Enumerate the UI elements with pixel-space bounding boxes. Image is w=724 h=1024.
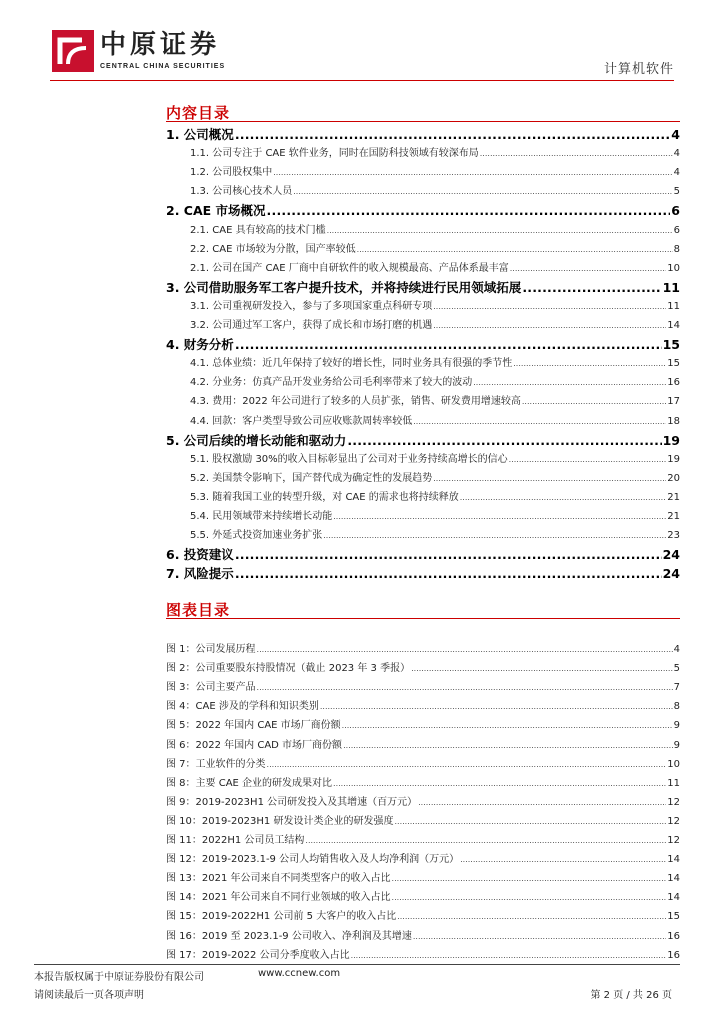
- entry-page-number: 14: [667, 320, 680, 331]
- entry-page-number: 4: [671, 127, 680, 142]
- toc-chapter-entry[interactable]: [166, 545, 680, 565]
- dot-leader: [257, 645, 673, 654]
- toc-chapter-entry[interactable]: [166, 564, 680, 584]
- entry-label: 1.3. 公司核心技术人员: [190, 186, 293, 198]
- industry-section-label: 计算机软件: [603, 62, 674, 77]
- entry-page-number: 9: [673, 720, 680, 732]
- figure-entry[interactable]: [166, 640, 680, 658]
- entry-label: 5.5. 外延式投资加速业务扩张: [190, 530, 323, 542]
- dot-leader: [522, 280, 661, 295]
- toc-section-entry[interactable]: [190, 240, 680, 258]
- entry-page-number: 14: [667, 873, 680, 885]
- dot-leader: [342, 721, 673, 730]
- entry-label: 图 3：公司主要产品: [166, 682, 256, 694]
- dot-leader: [397, 912, 666, 921]
- toc-chapter-entry[interactable]: [166, 278, 680, 298]
- entry-label: 图 7：工业软件的分类: [166, 758, 266, 770]
- entry-page-number: 16: [667, 377, 680, 389]
- figure-entry[interactable]: [166, 716, 680, 734]
- toc-section-entry[interactable]: [190, 488, 680, 506]
- entry-page-number: 23: [667, 530, 680, 542]
- dot-leader: [267, 760, 667, 769]
- entry-label: 图 6：2022 年国内 CAD 市场厂商份额: [166, 739, 343, 751]
- entry-label: 图 12：2019-2023.1-9 公司人均销售收入及人均净利润（万元）: [166, 854, 460, 866]
- entry-page-number: 14: [667, 854, 680, 866]
- entry-page-number: 14: [667, 892, 680, 904]
- dot-leader: [513, 359, 666, 368]
- figure-entry[interactable]: [166, 946, 680, 964]
- footer-disclaimer: 请阅读最后一页各项声明: [34, 990, 144, 1001]
- entry-label: 5.3. 随着我国工业的转型升级，对 CAE 的需求也将持续释放: [190, 491, 459, 503]
- entry-page-number: 24: [662, 566, 680, 582]
- dot-leader: [327, 226, 673, 235]
- toc-title-rule: [166, 121, 680, 122]
- toc-section-entry[interactable]: [190, 163, 680, 181]
- entry-page-number: 4: [673, 644, 680, 655]
- dot-leader: [235, 127, 670, 142]
- entry-page-number: 11: [662, 279, 680, 295]
- entry-label: 图 8：主要 CAE 企业的研发成果对比: [166, 777, 333, 789]
- dot-leader: [273, 168, 672, 177]
- toc-title: 内容目录: [166, 104, 231, 122]
- dot-leader: [347, 433, 661, 448]
- dot-leader: [433, 302, 666, 311]
- entry-page-number: 4: [673, 167, 680, 179]
- dot-leader: [460, 855, 666, 864]
- logo-company-name: 中原证券: [100, 30, 221, 60]
- entry-page-number: 8: [673, 243, 680, 255]
- dot-leader: [392, 893, 667, 902]
- entry-page-number: 19: [667, 453, 680, 465]
- entry-label: 5.2. 美国禁令影响下，国产替代成为确定性的发展趋势: [190, 472, 433, 484]
- entry-page-number: 19: [662, 432, 680, 448]
- footer-page-info: 第 2 页 / 共 26 页: [590, 990, 672, 1001]
- entry-page-number: 15: [667, 358, 680, 370]
- entry-label: 1.1. 公司专注于 CAE 软件业务，同时在国防科技领域有较深布局: [190, 148, 479, 160]
- figure-entry[interactable]: [166, 927, 680, 945]
- entry-label: 7. 风险提示: [166, 566, 234, 582]
- entry-page-number: 12: [667, 815, 680, 827]
- toc-chapter-entry[interactable]: [166, 201, 680, 221]
- dot-leader: [411, 664, 673, 673]
- figure-entry[interactable]: [166, 850, 680, 868]
- toc-section-entry[interactable]: [190, 316, 680, 334]
- figures-title-rule: [166, 618, 680, 619]
- figure-entry[interactable]: [166, 869, 680, 887]
- dot-leader: [473, 378, 666, 387]
- figure-entry[interactable]: [166, 697, 680, 715]
- entry-label: 图 15：2019-2022H1 公司前 5 大客户的收入占比: [166, 911, 397, 923]
- entry-label: 图 13：2021 年公司来自不同类型客户的收入占比: [166, 873, 391, 885]
- dot-leader: [305, 836, 666, 845]
- footer-divider: [34, 964, 680, 965]
- entry-label: 2.1. 公司在国产 CAE 厂商中自研软件的收入规模最高、产品体系最丰富: [190, 262, 509, 274]
- toc-section-entry[interactable]: [190, 526, 680, 544]
- entry-page-number: 6: [673, 224, 680, 236]
- entry-label: 图 1：公司发展历程: [166, 644, 256, 655]
- figure-entry[interactable]: [166, 659, 680, 677]
- entry-label: 4.4. 回款：客户类型导致公司应收账款周转率较低: [190, 415, 413, 427]
- logo-company-name-en: CENTRAL CHINA SECURITIES: [100, 63, 226, 70]
- toc-section-entry[interactable]: [190, 507, 680, 525]
- toc-section-entry[interactable]: [190, 221, 680, 239]
- entry-page-number: 16: [667, 949, 680, 961]
- toc-section-entry[interactable]: [190, 354, 680, 372]
- entry-label: 4.3. 费用：2022 年公司进行了较多的人员扩张，销售、研发费用增速较高: [190, 396, 521, 408]
- figure-entry[interactable]: [166, 831, 680, 849]
- dot-leader: [235, 566, 662, 581]
- entry-page-number: 18: [667, 415, 680, 427]
- entry-label: 1.2. 公司股权集中: [190, 167, 273, 179]
- entry-page-number: 11: [667, 777, 680, 789]
- entry-page-number: 17: [667, 396, 680, 408]
- dot-leader: [418, 798, 666, 807]
- figure-entry[interactable]: [166, 907, 680, 925]
- entry-label: 图 2：公司重要股东持股情况（截止 2023 年 3 季报）: [166, 663, 411, 675]
- entry-label: 图 5：2022 年国内 CAE 市场厂商份额: [166, 720, 341, 732]
- header-divider: [50, 80, 674, 81]
- toc-section-entry[interactable]: [190, 450, 680, 468]
- dot-leader: [509, 455, 667, 464]
- toc-section-entry[interactable]: [190, 182, 680, 200]
- entry-label: 2. CAE 市场概况: [166, 203, 266, 219]
- entry-page-number: 4: [673, 148, 680, 160]
- toc-section-entry[interactable]: [190, 469, 680, 487]
- entry-label: 1. 公司概况: [166, 127, 234, 142]
- dot-leader: [235, 337, 662, 352]
- entry-page-number: 15: [662, 337, 680, 353]
- entry-label: 2.1. CAE 具有较高的技术门槛: [190, 224, 326, 236]
- entry-page-number: 24: [662, 547, 680, 563]
- dot-leader: [351, 951, 667, 960]
- dot-leader: [433, 474, 666, 483]
- toc-chapter-entry[interactable]: [166, 431, 680, 451]
- dot-leader: [267, 203, 671, 218]
- entry-page-number: 20: [667, 472, 680, 484]
- dot-leader: [235, 547, 662, 562]
- dot-leader: [320, 702, 673, 711]
- entry-label: 5.1. 股权激励 30%的收入目标彰显出了公司对于业务持续高增长的信心: [190, 453, 508, 465]
- dot-leader: [433, 321, 666, 330]
- entry-label: 3.2. 公司通过军工客户，获得了成长和市场打磨的机遇: [190, 320, 433, 331]
- entry-label: 2.2. CAE 市场较为分散，国产率较低: [190, 243, 356, 255]
- entry-label: 图 16：2019 至 2023.1-9 公司收入、净利润及其增速: [166, 930, 412, 942]
- dot-leader: [522, 397, 666, 406]
- footer-copyright: 本报告版权属于中原证券股份有限公司: [34, 972, 204, 983]
- toc-section-entry[interactable]: [190, 373, 680, 391]
- toc-section-entry[interactable]: [190, 412, 680, 430]
- figure-entry[interactable]: [166, 812, 680, 830]
- dot-leader: [392, 874, 667, 883]
- dot-leader: [460, 493, 667, 502]
- entry-label: 5.4. 民用领域带来持续增长动能: [190, 511, 333, 522]
- figure-entry[interactable]: [166, 888, 680, 906]
- entry-label: 图 11：2022H1 公司员工结构: [166, 835, 305, 846]
- entry-page-number: 21: [667, 491, 680, 503]
- dot-leader: [343, 741, 673, 750]
- entry-page-number: 9: [673, 739, 680, 751]
- figure-entry[interactable]: [166, 678, 680, 696]
- toc-chapter-entry[interactable]: [166, 335, 680, 355]
- page-header: [0, 0, 724, 82]
- dot-leader: [413, 932, 666, 941]
- dot-leader: [293, 187, 672, 196]
- entry-page-number: 5: [673, 186, 680, 198]
- dot-leader: [413, 417, 666, 426]
- entry-page-number: 10: [667, 758, 680, 770]
- dot-leader: [333, 779, 666, 788]
- entry-page-number: 6: [671, 203, 680, 219]
- dot-leader: [333, 512, 666, 521]
- toc-section-entry[interactable]: [190, 392, 680, 410]
- entry-page-number: 7: [673, 682, 680, 694]
- entry-page-number: 11: [667, 300, 680, 312]
- dot-leader: [480, 149, 673, 158]
- entry-label: 3. 公司借助服务军工客户提升技术，并将持续进行民用领域拓展: [166, 279, 522, 295]
- entry-label: 4.2. 分业务：仿真产品开发业务给公司毛利率带来了较大的波动: [190, 377, 473, 389]
- entry-page-number: 8: [673, 701, 680, 713]
- entry-label: 6. 投资建议: [166, 547, 234, 563]
- entry-page-number: 12: [667, 835, 680, 846]
- toc-section-entry[interactable]: [190, 259, 680, 277]
- figures-title: 图表目录: [166, 601, 231, 619]
- dot-leader: [510, 264, 667, 273]
- entry-label: 5. 公司后续的增长动能和驱动力: [166, 432, 347, 448]
- figure-entry[interactable]: [166, 755, 680, 773]
- entry-page-number: 16: [667, 930, 680, 942]
- entry-page-number: 21: [667, 511, 680, 522]
- entry-label: 图 14：2021 年公司来自不同行业领域的收入占比: [166, 892, 391, 904]
- entry-page-number: 10: [667, 262, 680, 274]
- entry-page-number: 15: [667, 911, 680, 923]
- entry-label: 图 10：2019-2023H1 研发设计类企业的研发强度: [166, 815, 394, 827]
- figure-entry[interactable]: [166, 793, 680, 811]
- toc-chapter-entry[interactable]: [166, 125, 680, 145]
- entry-label: 4.1. 总体业绩：近几年保持了较好的增长性，同时业务具有很强的季节性: [190, 358, 513, 370]
- dot-leader: [394, 817, 666, 826]
- entry-page-number: 12: [667, 796, 680, 808]
- dot-leader: [323, 531, 666, 540]
- entry-label: 4. 财务分析: [166, 337, 234, 353]
- toc-section-entry[interactable]: [190, 297, 680, 315]
- dot-leader: [257, 683, 673, 692]
- entry-page-number: 5: [673, 663, 680, 675]
- dot-leader: [357, 245, 673, 254]
- footer-website[interactable]: www.ccnew.com: [258, 968, 341, 979]
- entry-label: 3.1. 公司重视研发投入，参与了多项国家重点科研专项: [190, 300, 433, 312]
- central-china-securities-logo-icon: [52, 30, 94, 72]
- entry-label: 图 17：2019-2022 公司分季度收入占比: [166, 949, 350, 961]
- figure-entry[interactable]: [166, 736, 680, 754]
- entry-label: 图 4：CAE 涉及的学科和知识类别: [166, 701, 319, 713]
- figure-entry[interactable]: [166, 774, 680, 792]
- toc-section-entry[interactable]: [190, 144, 680, 162]
- entry-label: 图 9：2019-2023H1 公司研发投入及其增速（百万元）: [166, 796, 418, 808]
